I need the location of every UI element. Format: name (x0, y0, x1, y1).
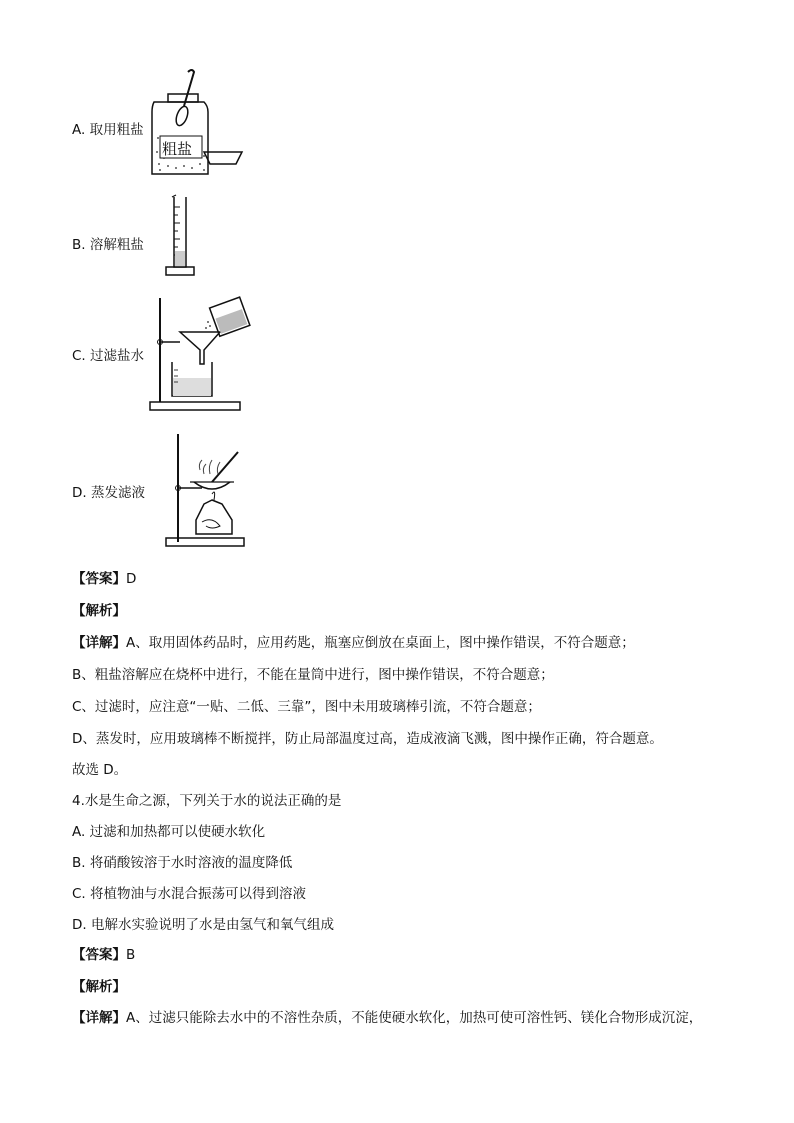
bottle-figure (148, 66, 248, 181)
q4-answer-value: B (126, 947, 136, 963)
q4-option-c: C. 将植物油与水混合振荡可以得到溶液 (72, 886, 307, 902)
answer-tag: 【答案】 (72, 571, 126, 587)
prev-explanation-line-3: C、过滤时，应注意“一贴、二低、三靠”，图中未用玻璃棒引流，不符合题意； (72, 699, 541, 715)
option-d-label: D. 蒸发滤液 (72, 485, 145, 501)
detail-tag: 【详解】 (72, 635, 126, 651)
filtration-figure (148, 292, 258, 414)
q4-explanation-text: A、过滤只能除去水中的不溶性杂质，不能使硬水软化，加热可使可溶性钙、镁化合物形成沉淀， (126, 1010, 703, 1026)
q4-option-b: B. 将硝酸铵溶于水时溶液的温度降低 (72, 855, 293, 871)
prev-explanation-line-1 (72, 631, 635, 651)
q4-option-d: D. 电解水实验说明了水是由氢气和氧气组成 (72, 917, 334, 933)
cylinder-figure (160, 193, 200, 283)
option-c-label: C. 过滤盐水 (72, 348, 145, 364)
q4-analysis-tag: 【解析】 (72, 979, 126, 995)
prev-answer-line (72, 567, 136, 587)
explanation-text-1: A、取用固体药品时，应用药匙，瓶塞应倒放在桌面上，图中操作错误，不符合题意； (126, 635, 635, 651)
bottle-label-text: 粗盐 (162, 140, 193, 158)
option-b-label: B. 溶解粗盐 (72, 237, 144, 253)
question-4-stem: 4.水是生命之源，下列关于水的说法正确的是 (72, 793, 342, 809)
prev-explanation-line-2: B、粗盐溶解应在烧杯中进行，不能在量筒中进行，图中操作错误，不符合题意； (72, 667, 554, 683)
evaporation-figure (160, 430, 246, 550)
prev-conclusion: 故选 D。 (72, 762, 128, 778)
prev-explanation-line-4: D、蒸发时，应用玻璃棒不断搅拌，防止局部温度过高，造成液滴飞溅，图中操作正确，符合题意。 (72, 731, 663, 747)
prev-analysis-tag: 【解析】 (72, 603, 126, 619)
q4-detail-tag: 【详解】 (72, 1010, 126, 1026)
q4-answer-line (72, 943, 135, 963)
answer-value: D (126, 571, 137, 587)
q4-explanation-line-1 (72, 1006, 702, 1026)
q4-answer-tag: 【答案】 (72, 947, 126, 963)
option-a-label: A. 取用粗盐 (72, 122, 144, 138)
q4-option-a: A. 过滤和加热都可以使硬水软化 (72, 824, 266, 840)
